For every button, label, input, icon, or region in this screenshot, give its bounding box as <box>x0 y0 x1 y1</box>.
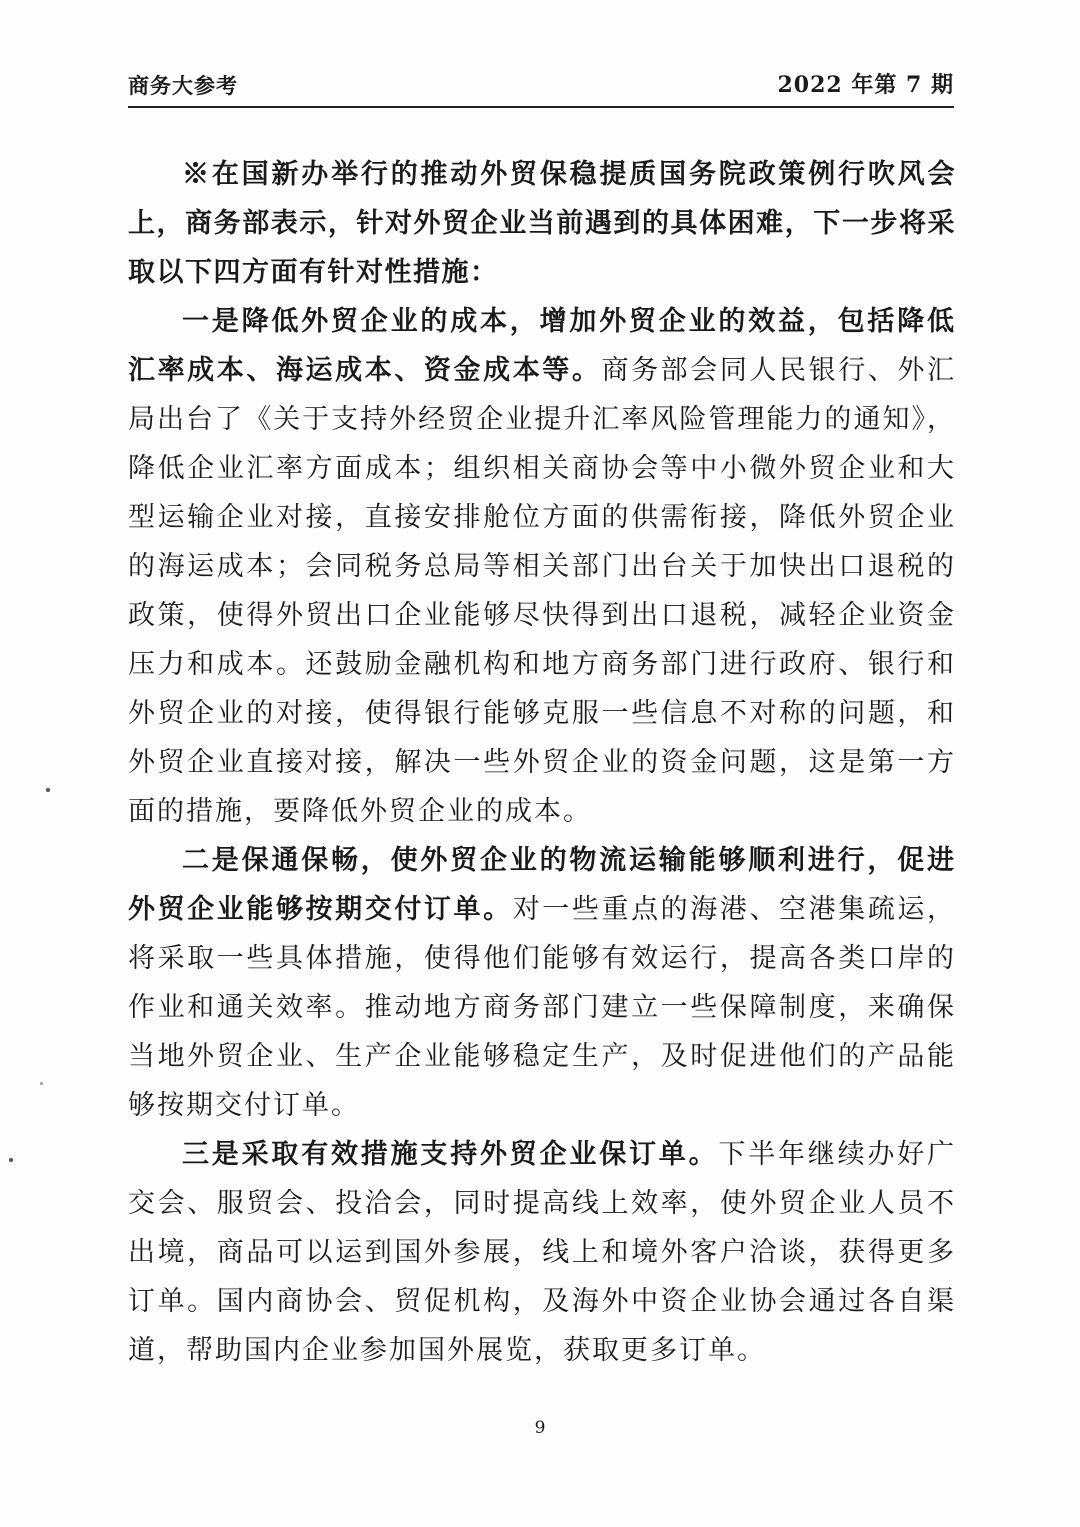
header-rule <box>128 106 954 108</box>
section-text-1: 商务部会同人民银行、外汇局出台了《关于支持外经贸企业提升汇率风险管理能力的通知》，降低企业汇率方面成本；组织相关商协会等中小微外贸企业和大型运输企业对接，直接安排舱位方面的供需衔接，降低外贸企业的海运成本；会同税务总局等相关部门出台关于加快出口退税的政策，使得外贸出口企业能够尽快得到出口退税，减轻企业资金压力和成本。还鼓励金融机构和地方商务部门进行政府、银行和外贸企业的对接，使得银行能够克服一些信息不对称的问题，和外贸企业直接对接，解决一些外贸企业的资金问题，这是第一方面的措施，要降低外贸企业的成本。 <box>128 355 957 827</box>
section-paragraph-2 <box>128 836 956 1130</box>
running-header <box>128 64 954 104</box>
scan-speck <box>46 788 50 792</box>
scan-speck <box>9 1158 13 1162</box>
issue-label: 2022 年第 7 期 <box>777 72 954 98</box>
section-lead-2: 二是保通保畅，使外贸企业的物流运输能够顺利进行，促进外贸企业能够按期交付订单。 <box>128 845 956 925</box>
article-body <box>128 150 956 1375</box>
publication-title: 商务大参考 <box>128 73 238 98</box>
section-paragraph-1 <box>128 297 956 836</box>
page-number: 9 <box>534 1418 546 1438</box>
section-text-3: 下半年继续办好广交会、服贸会、投洽会，同时提高线上效率，使外贸企业人员不出境，商品可以运到国外参展，线上和境外客户洽谈，获得更多订单。国内商协会、贸促机构，及海外中资企业协会通过各自渠道，帮助国内企业参加国外展览，获取更多订单。 <box>128 1139 957 1366</box>
intro-paragraph: ※在国新办举行的推动外贸保稳提质国务院政策例行吹风会上，商务部表示，针对外贸企业当前遇到的具体困难，下一步将采取以下四方面有针对性措施： <box>128 159 956 288</box>
section-lead-3: 三是采取有效措施支持外贸企业保订单。 <box>182 1139 719 1170</box>
section-lead-1: 一是降低外贸企业的成本，增加外贸企业的效益，包括降低汇率成本、海运成本、资金成本等。 <box>128 306 956 386</box>
scan-speck <box>40 1082 43 1085</box>
section-paragraph-3 <box>128 1130 956 1375</box>
section-text-2: 对一些重点的海港、空港集疏运，将采取一些具体措施，使得他们能够有效运行，提高各类口岸的作业和通关效率。推动地方商务部门建立一些保障制度，来确保当地外贸企业、生产企业能够稳定生产，及时促进他们的产品能够按期交付订单。 <box>128 894 956 1121</box>
